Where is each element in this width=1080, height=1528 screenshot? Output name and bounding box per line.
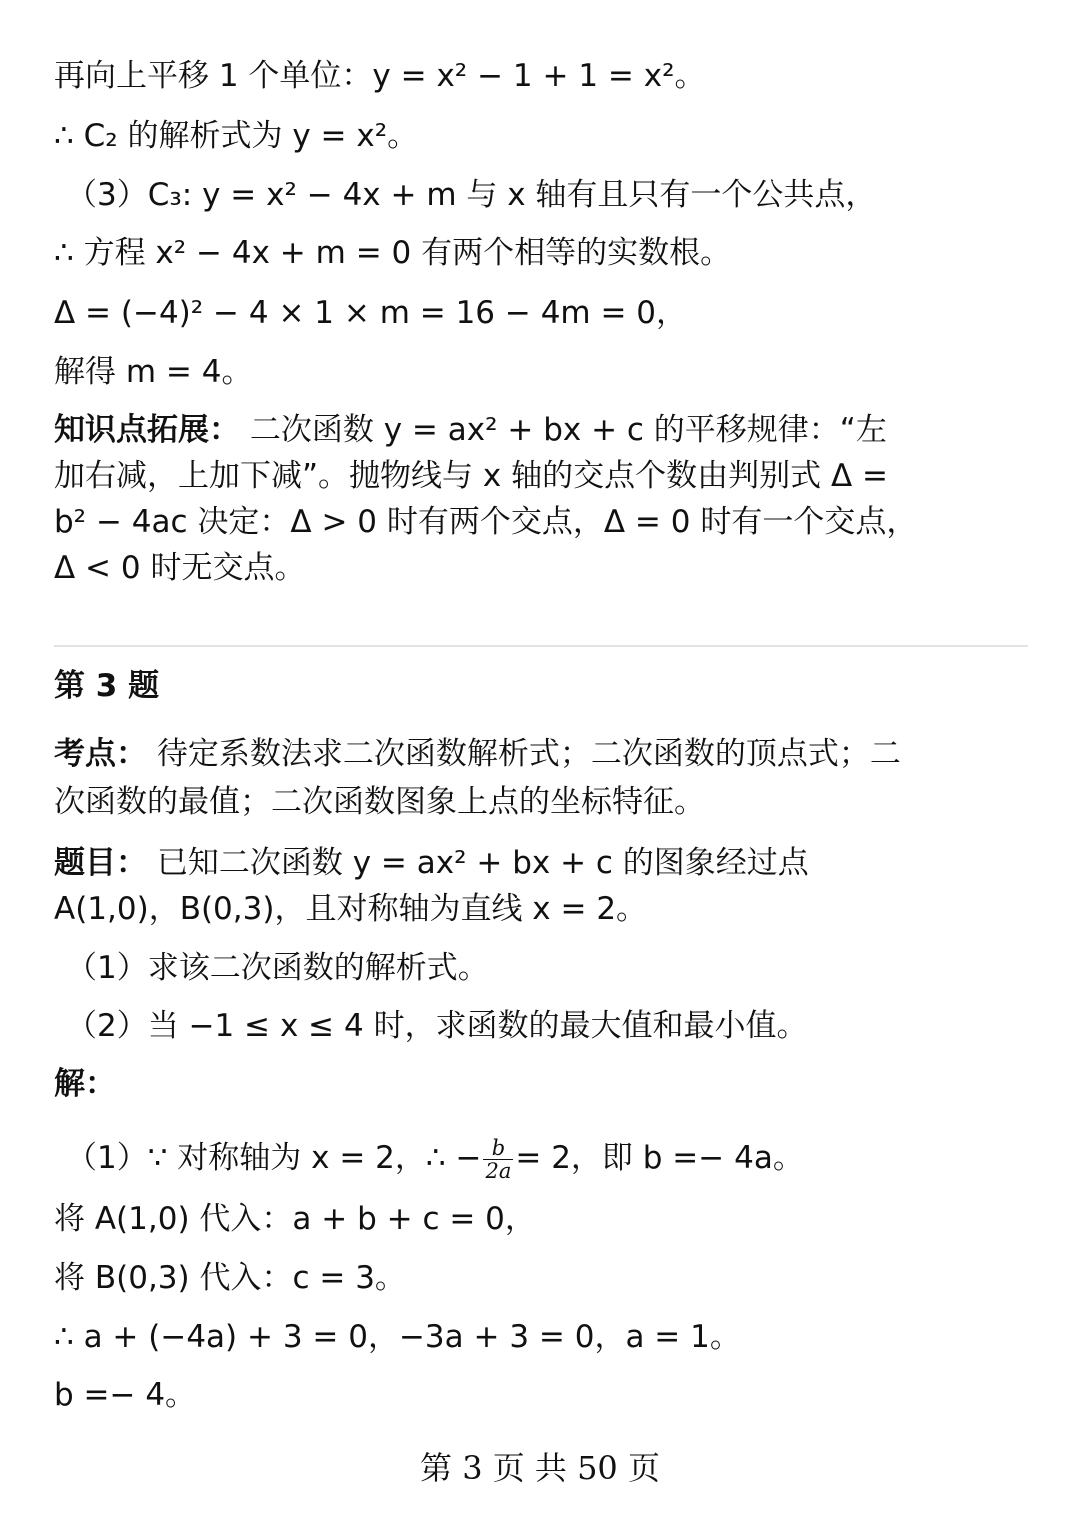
timu-text-1: 已知二次函数 y = ax² + bx + c 的图象经过点 xyxy=(156,845,809,881)
solution-step-5: b =− 4。 xyxy=(54,1377,197,1413)
solution-label: 解： xyxy=(54,1066,116,1102)
solution-step-3: 将 B(0,3) 代入：c = 3。 xyxy=(54,1260,406,1296)
timu-label: 题目： xyxy=(54,845,147,881)
extension-line-2: 加右减，上加下减”。抛物线与 x 轴的交点个数由判别式 Δ = xyxy=(54,458,889,494)
text-line-6: 解得 m = 4。 xyxy=(54,354,253,390)
solution-step-1 xyxy=(66,1132,1040,1184)
solution-step-1-before: （1）∵ 对称轴为 x = 2，∴ − xyxy=(66,1140,482,1176)
kaodian-line-2: 次函数的最值；二次函数图象上点的坐标特征。 xyxy=(54,784,705,820)
extension-line-4: Δ < 0 时无交点。 xyxy=(54,550,306,586)
fraction-numerator: b xyxy=(483,1137,513,1160)
question-part-2: （2）当 −1 ≤ x ≤ 4 时，求函数的最大值和最小值。 xyxy=(66,1008,808,1044)
solution-step-4: ∴ a + (−4a) + 3 = 0，−3a + 3 = 0，a = 1。 xyxy=(54,1319,741,1355)
timu-line-2: A(1,0)，B(0,3)，且对称轴为直线 x = 2。 xyxy=(54,891,648,927)
solution-step-1-after: = 2，即 b =− 4a。 xyxy=(515,1140,804,1176)
text-line-3: （3）C₃: y = x² − 4x + m 与 x 轴有且只有一个公共点， xyxy=(66,177,877,213)
question-heading: 第 3 题 xyxy=(54,668,160,704)
fraction-denominator: 2a xyxy=(485,1159,512,1183)
kaodian-line-1 xyxy=(54,734,1040,774)
extension-text-1: 二次函数 y = ax² + bx + c 的平移规律：“左 xyxy=(249,412,887,448)
extension-label: 知识点拓展： xyxy=(54,412,240,448)
section-divider xyxy=(54,645,1028,647)
text-line-1: 再向上平移 1 个单位：y = x² − 1 + 1 = x²。 xyxy=(54,58,706,94)
extension-line-3: b² − 4ac 决定：Δ > 0 时有两个交点，Δ = 0 时有一个交点， xyxy=(54,504,918,540)
question-part-1: （1）求该二次函数的解析式。 xyxy=(66,950,489,986)
extension-line-1 xyxy=(54,410,1040,450)
timu-line-1 xyxy=(54,843,1040,883)
solution-step-2: 将 A(1,0) 代入：a + b + c = 0， xyxy=(54,1201,536,1237)
text-line-2: ∴ C₂ 的解析式为 y = x²。 xyxy=(54,118,419,154)
kaodian-text-1: 待定系数法求二次函数解析式；二次函数的顶点式；二 xyxy=(156,736,901,772)
kaodian-label: 考点： xyxy=(54,736,147,772)
text-line-5: Δ = (−4)² − 4 × 1 × m = 16 − 4m = 0， xyxy=(54,295,688,331)
text-line-4: ∴ 方程 x² − 4x + m = 0 有两个相等的实数根。 xyxy=(54,235,732,271)
fraction-b-over-2a xyxy=(483,1137,513,1182)
page-footer: 第 3 页 共 50 页 xyxy=(420,1449,660,1487)
